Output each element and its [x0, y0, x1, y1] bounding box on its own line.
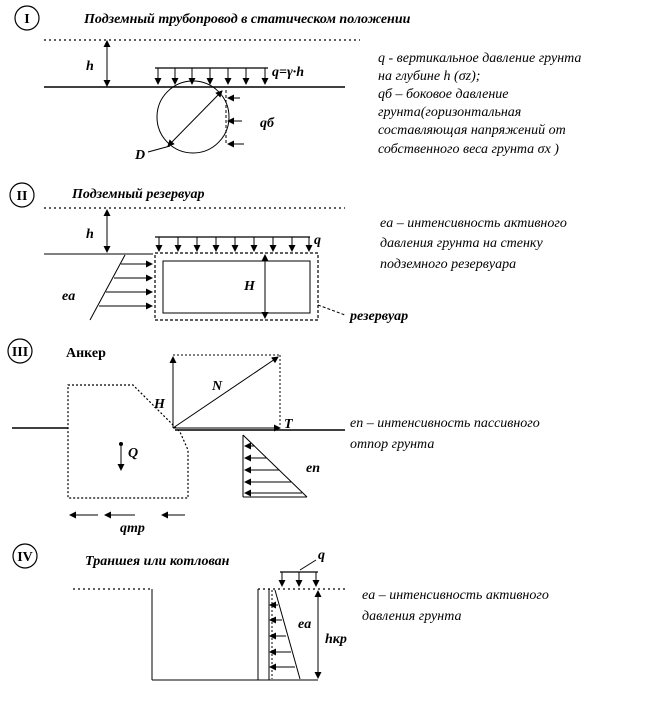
tank-height-label: H [244, 279, 255, 294]
section-1 [15, 6, 581, 163]
tank-outer-wall [155, 253, 318, 320]
force-H-label: H [154, 397, 165, 412]
load-q-label: q [318, 548, 325, 563]
svg-text:ea – интенсивность активного: ea – интенсивность активного [362, 588, 549, 603]
weight-Q-label: Q [128, 446, 139, 461]
section-4-title: Траншея или котлован [85, 554, 230, 569]
vertical-load-arrows [282, 572, 316, 586]
force-T-label: T [284, 417, 293, 432]
friction-label: qтр [120, 521, 145, 536]
critical-depth-label: hкр [325, 632, 347, 647]
svg-text:eп – интенсивность пассивного: eп – интенсивность пассивного [350, 416, 540, 431]
pressure-diagram-edge [275, 590, 300, 679]
load-leader [300, 560, 316, 570]
section-2-title: Подземный резервуар [72, 187, 205, 202]
svg-text:давления грунта на стенку: давления грунта на стенку [380, 236, 543, 251]
depth-h-label: h [86, 227, 94, 242]
vertical-load-arrows [159, 237, 309, 251]
section-4-notes [362, 588, 549, 624]
section-3-title: Анкер [66, 346, 106, 361]
vertical-load-arrows [158, 68, 265, 84]
center-of-mass [119, 442, 123, 446]
active-pressure-label: ea [298, 617, 312, 632]
tank-inner-wall [163, 261, 310, 313]
svg-text:грунта(горизонтальная: грунта(горизонтальная [378, 105, 522, 120]
pipe-diameter-dimension [168, 91, 222, 146]
svg-text:составляющая напряжений от: составляющая напряжений от [378, 123, 566, 138]
side-pressure-arrows [228, 98, 244, 144]
passive-pressure-label: eп [306, 461, 320, 476]
svg-text:ea – интенсивность активного: ea – интенсивность активного [380, 216, 567, 231]
load-q-label: q [314, 233, 321, 248]
svg-text:q - вертикальное давление грун: q - вертикальное давление грунта [378, 51, 582, 66]
passive-diagram-edge [243, 435, 307, 497]
section-1-notes [378, 51, 581, 157]
side-pressure-label: qб [260, 116, 274, 131]
section-3 [8, 339, 540, 536]
anchor-block [68, 385, 188, 498]
section-4-numeral: IV [17, 550, 33, 565]
active-pressure-arrows [270, 605, 295, 667]
tank-label: резервуар [350, 309, 409, 324]
diameter-label: D [135, 148, 146, 163]
section-3-notes [350, 416, 540, 452]
svg-text:на глубине h (σz);: на глубине h (σz); [378, 69, 481, 84]
section-1-title: Подземный трубопровод в статическом положении [84, 12, 411, 27]
tank-leader [318, 305, 345, 315]
section-1-numeral: I [24, 12, 30, 27]
svg-text:подземного резервуара: подземного резервуара [380, 257, 517, 272]
force-N-label: N [212, 379, 223, 394]
svg-text:собственного веса грунта σx ): собственного веса грунта σx ) [378, 142, 559, 157]
pipe [157, 81, 229, 153]
section-2 [10, 183, 567, 324]
pressure-diagram-edge [90, 255, 125, 320]
section-3-numeral: III [11, 345, 29, 360]
svg-text:отпор грунта: отпор грунта [350, 437, 435, 452]
depth-h-label: h [86, 59, 94, 74]
section-2-notes [380, 216, 567, 272]
svg-text:давления грунта: давления грунта [362, 609, 462, 624]
section-4 [13, 544, 549, 680]
load-q-label: q=γ·h [272, 65, 305, 80]
active-pressure-label: ea [62, 289, 76, 304]
resultant-force-N [173, 357, 278, 428]
svg-text:qб – боковое давление: qб – боковое давление [378, 87, 509, 102]
active-pressure-arrows [99, 264, 152, 306]
diameter-leader [148, 146, 170, 152]
section-2-numeral: II [16, 189, 28, 204]
passive-pressure-arrows [245, 446, 302, 493]
